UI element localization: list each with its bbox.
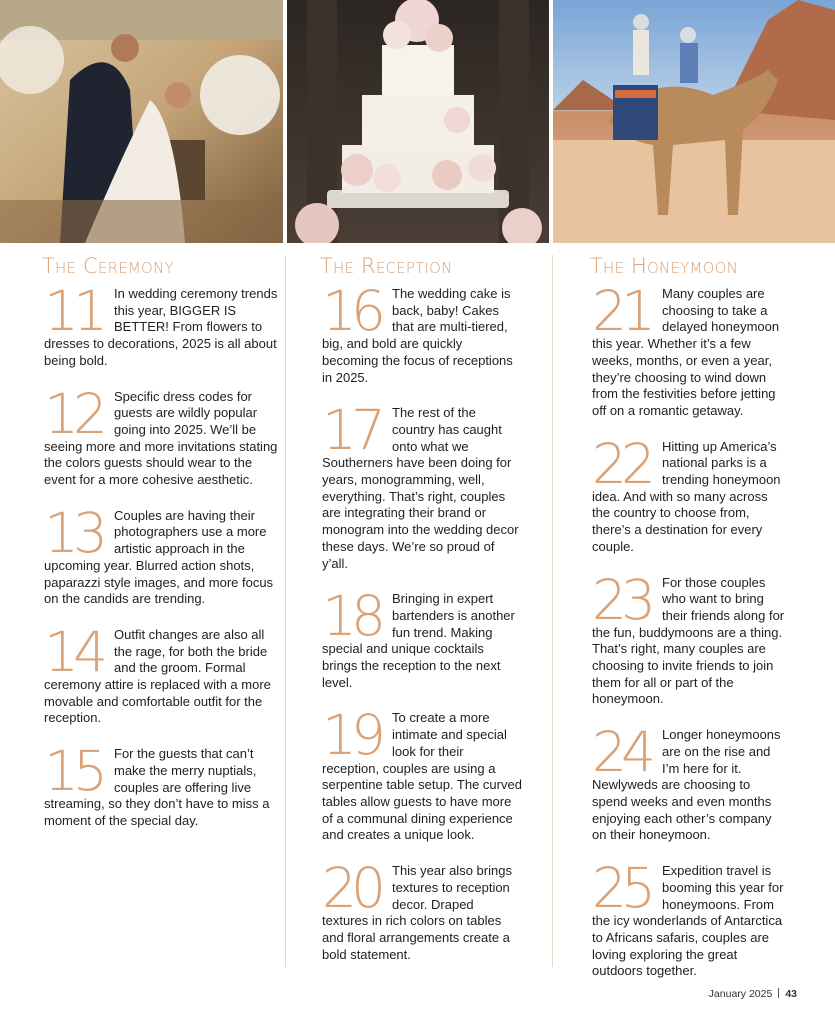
trend-number: 21 xyxy=(592,279,650,343)
trend-text: For those couples who want to bring their friends along for the fun, buddymoons are a thing. That’s right, many couples are choosing to invite friends to join them for all or part of the honeymoon. xyxy=(592,574,785,707)
trend-text: Expedition travel is booming this year for honeymoons. From the icy wonderlands of Antarctica to Africans safaris, couples are loving exploring the great outdoors together. xyxy=(592,863,784,979)
trend-text: Bringing in expert bartenders is another fun trend. Making special and unique cocktails brings the reception to the next level. xyxy=(322,591,515,690)
column-divider xyxy=(285,255,286,967)
issue-date: January 2025 xyxy=(708,988,773,1000)
trend-number: 11 xyxy=(44,279,102,343)
trend-item xyxy=(44,381,280,489)
trend-item xyxy=(322,856,522,963)
trend-item xyxy=(44,619,280,727)
trend-item xyxy=(322,703,522,844)
page-number: 43 xyxy=(785,988,797,1000)
trend-number: 12 xyxy=(44,381,102,446)
ceremony-column xyxy=(44,252,280,849)
trend-item xyxy=(592,431,788,556)
trend-number: 24 xyxy=(592,720,650,785)
trend-text: Couples are having their photographers use a more artistic approach in the upcoming year. Blurred action shots, paparazzi style images, and more focus on the candids are trending. xyxy=(44,507,274,607)
trend-text: The rest of the country has caught onto what we Southerners have been doing for years, monogramming, well, everything. That’s right, couples are integrating their brand or monogram into the wedding decor these days. We’re so proud of y’all. xyxy=(322,405,519,571)
trend-text: The wedding cake is back, baby! Cakes that are multi-tiered, big, and bold are quickly becoming the focus of receptions in 2025. xyxy=(322,286,513,385)
trend-text: Longer honeymoons are on the rise and I’m here for it. Newlyweds are choosing to spend weeks and even months enjoying each other’s company on their honeymoon. xyxy=(592,727,781,843)
photo-strip xyxy=(0,0,835,243)
trend-number: 13 xyxy=(44,500,102,565)
trend-number: 25 xyxy=(592,856,650,921)
section-title: The Reception xyxy=(320,254,453,278)
camel-desert-photo xyxy=(553,0,835,243)
trend-item xyxy=(592,567,788,709)
trend-text: Many couples are choosing to take a delayed honeymoon this year. Whether it’s a few weeks, months, or even a year, they’re choosing to wind down from the festivities before jetting off on a romantic getaway. xyxy=(592,286,780,418)
page-folio xyxy=(709,988,797,1000)
trend-item xyxy=(44,500,280,608)
column-divider xyxy=(552,255,553,967)
trend-text: Outfit changes are also all the rage, for both the bride and the groom. Formal ceremony attire is replaced with a more movable and comfortable outfit for the reception. xyxy=(44,626,271,726)
trend-item xyxy=(44,279,280,370)
trend-text: For the guests that can’t make the merry nuptials, couples are offering live streaming, so they don’t have to miss a moment of the special day. xyxy=(44,746,270,828)
trend-item xyxy=(44,739,280,830)
reception-column xyxy=(322,252,522,982)
trend-item xyxy=(322,279,522,386)
trend-number: 19 xyxy=(322,703,380,768)
folio-divider xyxy=(778,988,779,998)
trend-number: 16 xyxy=(322,279,380,343)
trend-number: 14 xyxy=(44,619,102,684)
trend-text: Hitting up America’s national parks is a trending honeymoon idea. And with so many across the country to choose from, there’s a destination for every couple. xyxy=(592,438,781,554)
trend-number: 15 xyxy=(44,739,102,804)
trend-number: 22 xyxy=(592,431,650,496)
wedding-couple-photo xyxy=(0,0,283,243)
trend-text: In wedding ceremony trends this year, BIGGER IS BETTER! From flowers to dresses to decorations, 2025 is all about being bold. xyxy=(44,286,278,368)
section-title: The Honeymoon xyxy=(590,254,739,278)
trend-number: 23 xyxy=(592,567,650,632)
trend-text: To create a more intimate and special look for their reception, couples are using a serpentine table setup. The curved tables allow guests to have more of a communal dining experience and creates a unique look. xyxy=(322,710,522,843)
trend-item xyxy=(592,856,788,980)
trend-item xyxy=(592,720,788,844)
trend-item xyxy=(322,584,522,691)
section-title: The Ceremony xyxy=(42,254,174,278)
trend-text: Specific dress codes for guests are wildly popular going into 2025. We’ll be seeing more and more invitations stating the colors guests should wear to the event for a more cohesive aesthetic. xyxy=(44,388,278,488)
trend-text: This year also brings textures to reception decor. Draped textures in rich colors on tables and floral arrangements create a bold statement. xyxy=(322,863,512,962)
trend-number: 20 xyxy=(322,856,380,921)
trend-number: 17 xyxy=(322,398,380,463)
trend-number: 18 xyxy=(322,584,380,649)
trend-item xyxy=(592,279,788,420)
trend-item xyxy=(322,398,522,572)
wedding-cake-photo xyxy=(287,0,549,243)
honeymoon-column xyxy=(592,252,788,999)
